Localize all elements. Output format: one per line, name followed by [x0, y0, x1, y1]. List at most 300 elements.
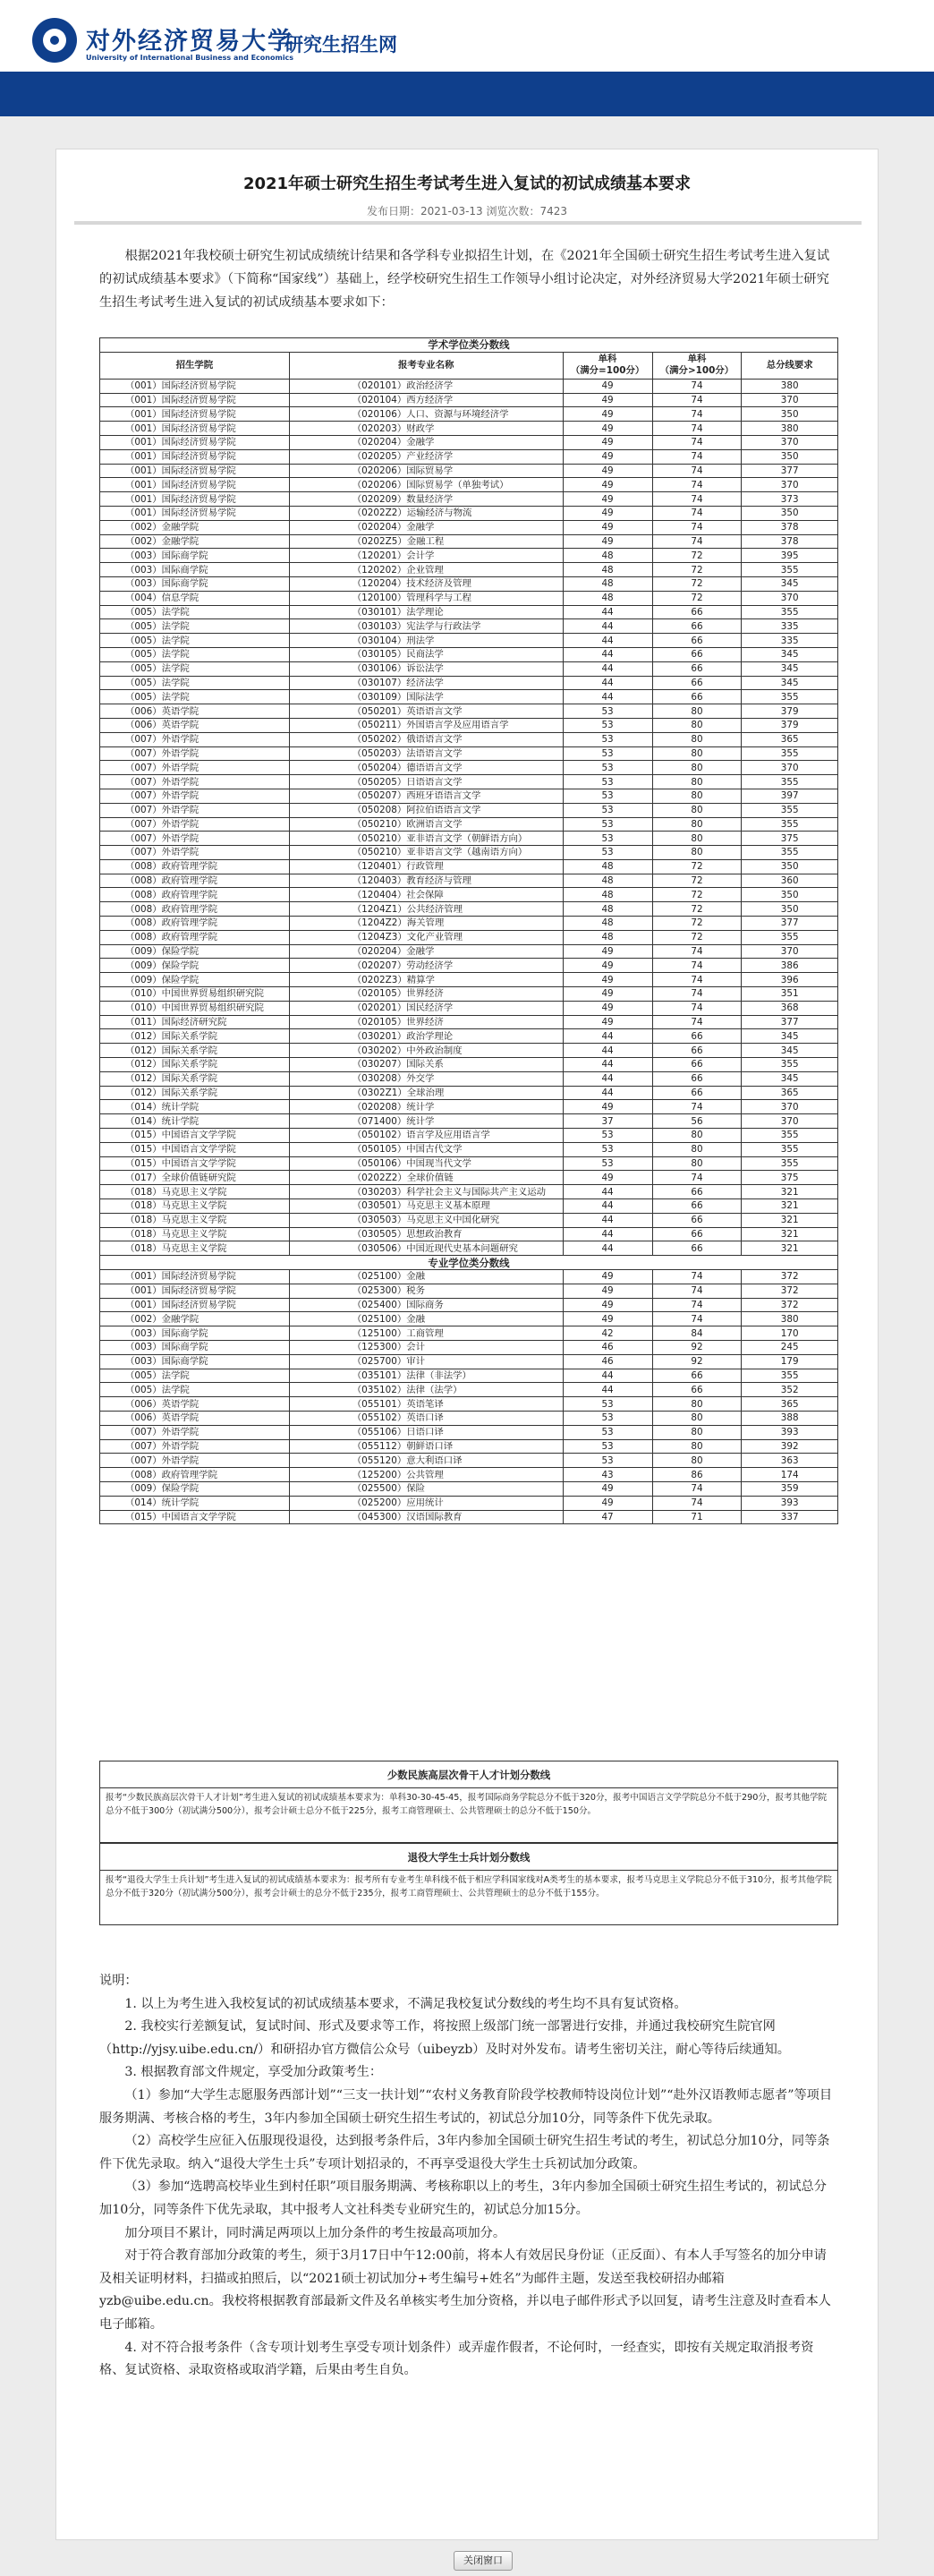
cell-school: （007）外语学院 [100, 761, 290, 775]
close-window-button[interactable]: 关闭窗口 [454, 2551, 513, 2571]
cell-major: （1204Z1）公共经济管理 [289, 902, 563, 917]
cell-school: （015）中国语言文学学院 [100, 1510, 290, 1524]
cell-single2: 66 [652, 1071, 742, 1086]
cell-school: （005）法学院 [100, 619, 290, 634]
cell-major: （030501）马克思主义基本原理 [289, 1199, 563, 1214]
cell-school: （001）国际经济贸易学院 [100, 1270, 290, 1284]
cell-major: （025500）保险 [289, 1481, 563, 1496]
cell-total: 359 [742, 1481, 838, 1496]
cell-total: 377 [742, 917, 838, 931]
note-item-4: 4. 对不符合报考条件（含专项计划考生享受专项计划条件）或弄虚作假者，不论何时，一经查实，即按有关规定取消报考资格、复试资格、录取资格或取消学籍，后果由考生自负。 [99, 2340, 814, 2378]
cell-single2: 66 [652, 1185, 742, 1199]
cell-major: （020105）世界经济 [289, 987, 563, 1002]
table-row [100, 661, 838, 676]
cell-single2: 74 [652, 1270, 742, 1284]
cell-school: （007）外语学院 [100, 1425, 290, 1439]
table-row [100, 1199, 838, 1214]
table-row [100, 1369, 838, 1383]
table-row [100, 1284, 838, 1298]
header-single2-label: 单科 [687, 354, 707, 365]
cell-single2: 66 [652, 1227, 742, 1241]
cell-single1: 44 [563, 605, 652, 619]
cell-total: 380 [742, 1312, 838, 1326]
table-row [100, 959, 838, 973]
cell-total: 368 [742, 1001, 838, 1015]
cell-single1: 47 [563, 1510, 652, 1524]
cell-major: （030101）法学理论 [289, 605, 563, 619]
cell-total: 375 [742, 832, 838, 846]
table-row [100, 987, 838, 1002]
table-row [100, 1298, 838, 1312]
cell-single2: 80 [652, 1129, 742, 1143]
cell-total: 345 [742, 576, 838, 591]
table-row [100, 634, 838, 648]
cell-major: （035102）法律（法学） [289, 1383, 563, 1397]
cell-single2: 66 [652, 1029, 742, 1044]
academic-title-cell: 学术学位类分数线 [100, 338, 838, 353]
table-row [100, 464, 838, 478]
cell-total: 392 [742, 1439, 838, 1454]
table-row [100, 1241, 838, 1256]
cell-major: （1204Z2）海关管理 [289, 917, 563, 931]
cell-single2: 74 [652, 506, 742, 520]
cell-single1: 49 [563, 435, 652, 449]
table-row [100, 1326, 838, 1341]
cell-major: （120201）会计学 [289, 549, 563, 563]
cell-school: （001）国际经济贸易学院 [100, 393, 290, 407]
cell-total: 393 [742, 1496, 838, 1510]
cell-school: （005）法学院 [100, 605, 290, 619]
cell-school: （002）金融学院 [100, 534, 290, 549]
cell-total: 350 [742, 888, 838, 902]
cell-single1: 44 [563, 1185, 652, 1199]
table-row [100, 1129, 838, 1143]
cell-total: 372 [742, 1270, 838, 1284]
cell-single2: 80 [652, 1411, 742, 1425]
cell-single2: 72 [652, 930, 742, 944]
cell-single2: 72 [652, 591, 742, 605]
cell-single2: 66 [652, 647, 742, 661]
cell-single2: 80 [652, 803, 742, 817]
cell-total: 365 [742, 1397, 838, 1412]
cell-major: （020204）金融学 [289, 944, 563, 959]
cell-total: 380 [742, 422, 838, 436]
cell-school: （001）国际经济贸易学院 [100, 506, 290, 520]
cell-total: 355 [742, 775, 838, 789]
minority-note [99, 1761, 838, 1843]
table-row [100, 817, 838, 832]
table-row [100, 874, 838, 888]
cell-total: 321 [742, 1213, 838, 1227]
cell-single1: 49 [563, 520, 652, 534]
cell-single2: 72 [652, 888, 742, 902]
cell-single1: 53 [563, 761, 652, 775]
cell-school: （005）法学院 [100, 690, 290, 704]
cell-single2: 74 [652, 944, 742, 959]
cell-single2: 74 [652, 464, 742, 478]
table-row [100, 690, 838, 704]
cell-single2: 80 [652, 817, 742, 832]
cell-single1: 48 [563, 917, 652, 931]
cell-single2: 80 [652, 704, 742, 719]
cell-single1: 48 [563, 549, 652, 563]
cell-school: （001）国际经济贸易学院 [100, 492, 290, 507]
cell-total: 355 [742, 1142, 838, 1156]
header-major: 报考专业名称 [289, 352, 563, 379]
cell-single2: 72 [652, 576, 742, 591]
table-row [100, 888, 838, 902]
cell-total: 375 [742, 1171, 838, 1185]
cell-major: （030506）中国近现代史基本问题研究 [289, 1241, 563, 1256]
university-emblem-icon[interactable] [32, 18, 77, 63]
cell-major: （050205）日语语言文学 [289, 775, 563, 789]
cell-single2: 66 [652, 690, 742, 704]
cell-single1: 49 [563, 534, 652, 549]
cell-total: 350 [742, 859, 838, 874]
cell-major: （020203）财政学 [289, 422, 563, 436]
table-row [100, 1411, 838, 1425]
table-header-row [100, 352, 838, 379]
cell-single2: 66 [652, 619, 742, 634]
cell-major: （020204）金融学 [289, 520, 563, 534]
cell-single2: 80 [652, 718, 742, 732]
cell-major: （125300）会计 [289, 1340, 563, 1354]
cell-single1: 49 [563, 1270, 652, 1284]
cell-total: 337 [742, 1510, 838, 1524]
cell-single2: 74 [652, 1100, 742, 1114]
cell-single1: 53 [563, 1397, 652, 1412]
cell-total: 378 [742, 534, 838, 549]
cell-single2: 80 [652, 1454, 742, 1468]
cell-single1: 37 [563, 1114, 652, 1129]
table-row [100, 1454, 838, 1468]
cell-single1: 49 [563, 492, 652, 507]
cell-single2: 74 [652, 1284, 742, 1298]
cell-school: （003）国际商学院 [100, 549, 290, 563]
article-title: 2021年硕士研究生招生考试考生进入复试的初试成绩基本要求 [242, 175, 692, 193]
cell-school: （008）政府管理学院 [100, 902, 290, 917]
cell-total: 355 [742, 690, 838, 704]
cell-total: 345 [742, 661, 838, 676]
cell-major: （120403）教育经济与管理 [289, 874, 563, 888]
table-row [100, 1185, 838, 1199]
cell-total: 355 [742, 1369, 838, 1383]
cell-total: 372 [742, 1298, 838, 1312]
cell-single1: 53 [563, 704, 652, 719]
cell-major: （025100）金融 [289, 1312, 563, 1326]
cell-school: （001）国际经济贸易学院 [100, 1284, 290, 1298]
cell-school: （008）政府管理学院 [100, 930, 290, 944]
cell-school: （012）国际关系学院 [100, 1086, 290, 1100]
cell-total: 170 [742, 1326, 838, 1341]
table-row [100, 1044, 838, 1058]
site-header [0, 0, 934, 72]
cell-single1: 48 [563, 576, 652, 591]
cell-school: （001）国际经济贸易学院 [100, 379, 290, 393]
cell-single2: 66 [652, 1241, 742, 1256]
cell-major: （030103）宪法学与行政法学 [289, 619, 563, 634]
table-row [100, 435, 838, 449]
cell-major: （030202）中外政治制度 [289, 1044, 563, 1058]
cell-school: （012）国际关系学院 [100, 1071, 290, 1086]
cell-single1: 53 [563, 775, 652, 789]
cell-school: （018）马克思主义学院 [100, 1241, 290, 1256]
cell-single1: 44 [563, 1213, 652, 1227]
table-row [100, 393, 838, 407]
cell-total: 321 [742, 1199, 838, 1214]
cell-total: 370 [742, 761, 838, 775]
cell-single1: 53 [563, 832, 652, 846]
cell-school: （001）国际经济贸易学院 [100, 478, 290, 492]
cell-single2: 92 [652, 1354, 742, 1369]
cell-school: （002）金融学院 [100, 520, 290, 534]
cell-school: （008）政府管理学院 [100, 1468, 290, 1482]
cell-single1: 44 [563, 634, 652, 648]
cell-school: （007）外语学院 [100, 817, 290, 832]
cell-major: （045300）汉语国际教育 [289, 1510, 563, 1524]
notes-section [99, 1970, 838, 2383]
table-row [100, 478, 838, 492]
soldier-note-title: 退役大学生士兵计划分数线 [100, 1844, 837, 1871]
cell-total: 345 [742, 1044, 838, 1058]
cell-major: （030109）国际法学 [289, 690, 563, 704]
minority-note-body: 报考“少数民族高层次骨干人才计划”考生进入复试的初试成绩基本要求为：单科30-30-45-45，报考国际商务学院总分不低于320分，报考中国语言文学学院总分不低于290分，报考其他学院总分不低于300分（初试满分500分），报考会计硕士总分不低于225分，报考工商管理硕士、公共管理硕士的总分不低于150分。 [106, 1793, 828, 1816]
cell-single1: 44 [563, 619, 652, 634]
cell-single1: 49 [563, 1298, 652, 1312]
table-row [100, 1100, 838, 1114]
cell-single1: 53 [563, 1411, 652, 1425]
site-name[interactable]: 研究生招生网 [284, 34, 397, 55]
cell-single1: 53 [563, 846, 652, 860]
cell-total: 386 [742, 959, 838, 973]
cell-total: 393 [742, 1425, 838, 1439]
table-row [100, 591, 838, 605]
table-row [100, 973, 838, 987]
cell-school: （009）保险学院 [100, 944, 290, 959]
table-row [100, 605, 838, 619]
cell-single1: 49 [563, 506, 652, 520]
header-total: 总分线要求 [742, 352, 838, 379]
cell-major: （050202）俄语语言文学 [289, 732, 563, 746]
cell-single2: 74 [652, 478, 742, 492]
cell-school: （001）国际经济贸易学院 [100, 1298, 290, 1312]
cell-single2: 66 [652, 676, 742, 690]
cell-major: （020105）世界经济 [289, 1015, 563, 1029]
cell-total: 355 [742, 1156, 838, 1171]
cell-single1: 44 [563, 690, 652, 704]
note-item-3-5: 对于符合教育部加分政策的考生，须于3月17日中午12:00前，将本人有效居民身份证（正反面）、有本人手写签名的加分申请及相关证明材料，扫描或拍照后，以“2021硕士初试加分+考生编号+姓名”为邮件主题，发送至我校研招办邮箱yzb@uibe.edu.cn。我校将根据教育部最新文件及名单核实考生加分资格，并以电子邮件形式予以回复，请考生注意及时查看本人电子邮箱。 [99, 2248, 831, 2332]
cell-school: （001）国际经济贸易学院 [100, 407, 290, 422]
cell-single2: 74 [652, 534, 742, 549]
cell-total: 345 [742, 1071, 838, 1086]
cell-total: 365 [742, 1086, 838, 1100]
cell-total: 179 [742, 1354, 838, 1369]
cell-single1: 53 [563, 803, 652, 817]
cell-single1: 49 [563, 1284, 652, 1298]
cell-single1: 53 [563, 1454, 652, 1468]
cell-school: （007）外语学院 [100, 789, 290, 803]
cell-major: （020201）国民经济学 [289, 1001, 563, 1015]
cell-single2: 92 [652, 1340, 742, 1354]
cell-single2: 56 [652, 1114, 742, 1129]
cell-single2: 80 [652, 846, 742, 860]
cell-single1: 44 [563, 1058, 652, 1072]
cell-single2: 74 [652, 449, 742, 464]
table-row [100, 917, 838, 931]
table-row [100, 576, 838, 591]
cell-total: 321 [742, 1241, 838, 1256]
cell-total: 377 [742, 464, 838, 478]
cell-major: （055120）意大利语口译 [289, 1454, 563, 1468]
table-row [100, 1015, 838, 1029]
cell-single1: 49 [563, 1312, 652, 1326]
cell-major: （120204）技术经济及管理 [289, 576, 563, 591]
cell-major: （055102）英语口译 [289, 1411, 563, 1425]
cell-single2: 80 [652, 1142, 742, 1156]
cell-major: （030207）国际关系 [289, 1058, 563, 1072]
cell-single1: 48 [563, 563, 652, 577]
cell-single2: 66 [652, 1086, 742, 1100]
cell-single1: 49 [563, 1496, 652, 1510]
cell-single2: 80 [652, 761, 742, 775]
cell-single1: 53 [563, 746, 652, 761]
cell-total: 245 [742, 1340, 838, 1354]
cell-single2: 72 [652, 902, 742, 917]
cell-total: 380 [742, 379, 838, 393]
cell-school: （010）中国世界贸易组织研究院 [100, 1001, 290, 1015]
table-row [100, 1312, 838, 1326]
cell-single2: 72 [652, 859, 742, 874]
table-row [100, 789, 838, 803]
cell-single2: 74 [652, 1015, 742, 1029]
cell-total: 350 [742, 449, 838, 464]
cell-total: 351 [742, 987, 838, 1002]
cell-major: （050210）欧洲语言文学 [289, 817, 563, 832]
cell-single1: 44 [563, 1241, 652, 1256]
cell-single1: 44 [563, 1227, 652, 1241]
cell-school: （007）外语学院 [100, 746, 290, 761]
note-item-3: 3. 根据教育部文件规定，享受加分政策考生： [124, 2065, 383, 2080]
cell-single1: 49 [563, 1171, 652, 1185]
article-meta: 发布日期：2021-03-13 浏览次数：7423 [366, 205, 568, 218]
cell-single2: 74 [652, 520, 742, 534]
cell-major: （050203）法语语言文学 [289, 746, 563, 761]
cell-major: （030104）刑法学 [289, 634, 563, 648]
cell-major: （030107）经济法学 [289, 676, 563, 690]
cell-total: 373 [742, 492, 838, 507]
cell-single1: 49 [563, 379, 652, 393]
cell-single1: 48 [563, 888, 652, 902]
table-row [100, 1171, 838, 1185]
cell-school: （001）国际经济贸易学院 [100, 449, 290, 464]
cell-total: 321 [742, 1185, 838, 1199]
cell-single1: 44 [563, 676, 652, 690]
cell-school: （004）信息学院 [100, 591, 290, 605]
cell-major: （030105）民商法学 [289, 647, 563, 661]
cell-total: 335 [742, 619, 838, 634]
cell-single2: 74 [652, 393, 742, 407]
cell-school: （005）法学院 [100, 1383, 290, 1397]
cell-major: （050201）英语语言文学 [289, 704, 563, 719]
cell-major: （1204Z3）文化产业管理 [289, 930, 563, 944]
cell-major: （125100）工商管理 [289, 1326, 563, 1341]
table-row [100, 1227, 838, 1241]
cell-total: 370 [742, 1100, 838, 1114]
cell-major: （050210）亚非语言文学（越南语方向） [289, 846, 563, 860]
cell-major: （050204）德语语言文学 [289, 761, 563, 775]
cell-major: （050207）西班牙语语言文学 [289, 789, 563, 803]
university-name-cn[interactable]: 对外经济贸易大学 [86, 28, 293, 55]
cell-single2: 66 [652, 605, 742, 619]
cell-major: （020209）数量经济学 [289, 492, 563, 507]
cell-total: 355 [742, 605, 838, 619]
cell-single1: 53 [563, 817, 652, 832]
academic-section-title [100, 338, 838, 353]
cell-single2: 74 [652, 1496, 742, 1510]
cell-school: （015）中国语言文学学院 [100, 1156, 290, 1171]
cell-single2: 74 [652, 422, 742, 436]
cell-school: （003）国际商学院 [100, 1354, 290, 1369]
cell-single1: 44 [563, 1199, 652, 1214]
cell-major: （050208）阿拉伯语语言文学 [289, 803, 563, 817]
cell-school: （014）统计学院 [100, 1114, 290, 1129]
cell-major: （030203）科学社会主义与国际共产主义运动 [289, 1185, 563, 1199]
table-row [100, 902, 838, 917]
university-name-en: University of International Business and Economics [86, 54, 294, 62]
table-row [100, 846, 838, 860]
meta-divider [74, 221, 862, 225]
cell-school: （014）统计学院 [100, 1496, 290, 1510]
cell-total: 370 [742, 1114, 838, 1129]
cell-single1: 46 [563, 1354, 652, 1369]
cell-major: （030505）思想政治教育 [289, 1227, 563, 1241]
cell-total: 388 [742, 1411, 838, 1425]
cell-single2: 80 [652, 832, 742, 846]
table-row [100, 1496, 838, 1510]
cell-school: （005）法学院 [100, 647, 290, 661]
cell-school: （005）法学院 [100, 676, 290, 690]
table-row [100, 1468, 838, 1482]
table-row [100, 1340, 838, 1354]
cell-total: 355 [742, 803, 838, 817]
cell-school: （009）保险学院 [100, 1481, 290, 1496]
cell-major: （050102）语言学及应用语言学 [289, 1129, 563, 1143]
cell-school: （012）国际关系学院 [100, 1058, 290, 1072]
cell-single1: 49 [563, 478, 652, 492]
cell-single1: 49 [563, 393, 652, 407]
cell-school: （007）外语学院 [100, 846, 290, 860]
cell-major: （050211）外国语言学及应用语言学 [289, 718, 563, 732]
cell-single2: 80 [652, 789, 742, 803]
cell-single1: 49 [563, 422, 652, 436]
cell-single1: 48 [563, 874, 652, 888]
note-item-2: 2. 我校实行差额复试，复试时间、形式及要求等工作，将按照上级部门统一部署进行安排，并通过我校研究生院官网（http://yjsy.uibe.edu.cn/）和研招办官方微信公众号（uibeyzb）及时对外发布。请考生密切关注，耐心等待后续通知。 [99, 2019, 790, 2057]
table-row [100, 1213, 838, 1227]
header-single1-sub: （满分=100分） [570, 365, 645, 377]
cell-total: 345 [742, 676, 838, 690]
table-row [100, 746, 838, 761]
cell-school: （009）保险学院 [100, 973, 290, 987]
cell-single1: 42 [563, 1326, 652, 1341]
cell-major: （025400）国际商务 [289, 1298, 563, 1312]
cell-school: （017）全球价值链研究院 [100, 1171, 290, 1185]
cell-single1: 44 [563, 1071, 652, 1086]
cell-major: （020104）西方经济学 [289, 393, 563, 407]
cell-single2: 74 [652, 435, 742, 449]
cell-total: 370 [742, 478, 838, 492]
table-row [100, 1425, 838, 1439]
cell-school: （009）保险学院 [100, 959, 290, 973]
